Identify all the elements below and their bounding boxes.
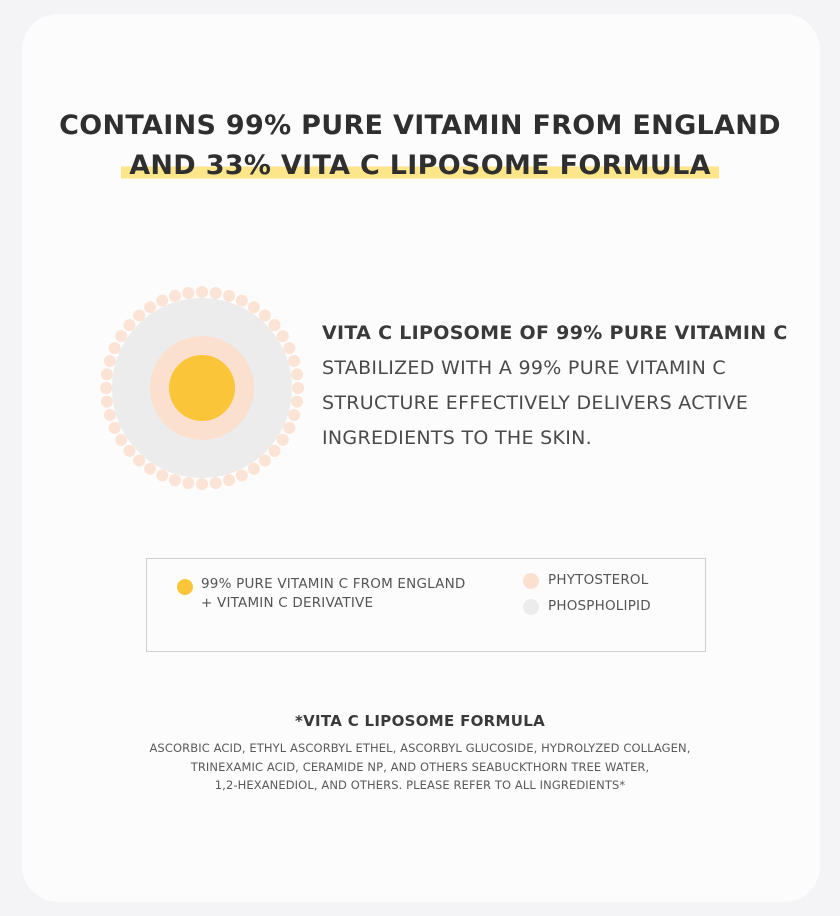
legend-item-vitamin-c — [201, 575, 465, 613]
membrane-bead — [283, 422, 295, 434]
description-title: VITA C LIPOSOME OF 99% PURE VITAMIN C — [322, 322, 788, 344]
membrane-bead — [101, 396, 113, 408]
membrane-bead — [144, 463, 156, 475]
membrane-bead — [156, 469, 168, 481]
membrane-bead — [223, 290, 235, 302]
membrane-bead — [115, 434, 127, 446]
membrane-bead — [236, 469, 248, 481]
membrane-bead — [115, 330, 127, 342]
membrane-bead — [123, 319, 135, 331]
membrane-bead — [248, 463, 260, 475]
membrane-bead — [156, 295, 168, 307]
membrane-bead — [169, 474, 181, 486]
phospholipid-dot — [523, 599, 539, 615]
description — [322, 316, 802, 456]
formula-ingredients — [110, 739, 730, 795]
headline-line-1: CONTAINS 99% PURE VITAMIN FROM ENGLAND — [59, 110, 781, 141]
vitamin-c-core — [169, 355, 235, 421]
description-line: STABILIZED WITH A 99% PURE VITAMIN C — [322, 357, 726, 379]
membrane-bead — [196, 478, 208, 490]
membrane-bead — [104, 409, 116, 421]
membrane-bead — [269, 445, 281, 457]
membrane-bead — [288, 355, 300, 367]
formula-title: *VITA C LIPOSOME FORMULA — [294, 712, 546, 730]
membrane-bead — [283, 342, 295, 354]
membrane-bead — [259, 309, 271, 321]
membrane-bead — [133, 309, 145, 321]
membrane-bead — [259, 455, 271, 467]
membrane-bead — [291, 396, 303, 408]
phytosterol-dot — [523, 573, 539, 589]
membrane-bead — [101, 368, 113, 380]
description-line: INGREDIENTS TO THE SKIN. — [322, 427, 593, 449]
formula-line: TRINEXAMIC ACID, CERAMIDE NP, AND OTHERS SEABUCKTHORN TREE WATER, — [190, 759, 650, 774]
membrane-bead — [196, 286, 208, 298]
membrane-bead — [144, 301, 156, 313]
membrane-bead — [109, 422, 121, 434]
membrane-bead — [248, 301, 260, 313]
membrane-bead — [288, 409, 300, 421]
legend-item-phytosterol: PHYTOSTEROL — [548, 572, 649, 588]
membrane-bead — [210, 287, 222, 299]
formula-line: 1,2-HEXANEDIOL, AND OTHERS. PLEASE REFER TO ALL INGREDIENTS* — [214, 778, 626, 792]
legend-label: + VITAMIN C DERIVATIVE — [201, 595, 374, 611]
legend-item-phospholipid: PHOSPHOLIPID — [548, 598, 651, 614]
membrane-bead — [100, 382, 112, 394]
headline — [0, 106, 840, 186]
membrane-bead — [210, 477, 222, 489]
legend-box — [146, 558, 706, 652]
liposome-illustration — [100, 286, 304, 490]
headline-line-2: AND 33% VITA C LIPOSOME FORMULA — [121, 150, 719, 181]
legend-label: 99% PURE VITAMIN C FROM ENGLAND — [201, 576, 466, 592]
membrane-bead — [236, 295, 248, 307]
membrane-bead — [123, 445, 135, 457]
membrane-bead — [182, 287, 194, 299]
membrane-bead — [182, 477, 194, 489]
membrane-bead — [277, 434, 289, 446]
membrane-bead — [169, 290, 181, 302]
description-line: STRUCTURE EFFECTIVELY DELIVERS ACTIVE — [322, 392, 749, 414]
membrane-bead — [104, 355, 116, 367]
membrane-bead — [109, 342, 121, 354]
vitamin-c-dot — [177, 579, 193, 595]
membrane-bead — [292, 382, 304, 394]
formula-line: ASCORBIC ACID, ETHYL ASCORBYL ETHEL, ASCORBYL GLUCOSIDE, HYDROLYZED COLLAGEN, — [149, 741, 691, 755]
membrane-bead — [291, 368, 303, 380]
membrane-bead — [133, 455, 145, 467]
membrane-bead — [277, 330, 289, 342]
membrane-bead — [269, 319, 281, 331]
membrane-bead — [223, 474, 235, 486]
